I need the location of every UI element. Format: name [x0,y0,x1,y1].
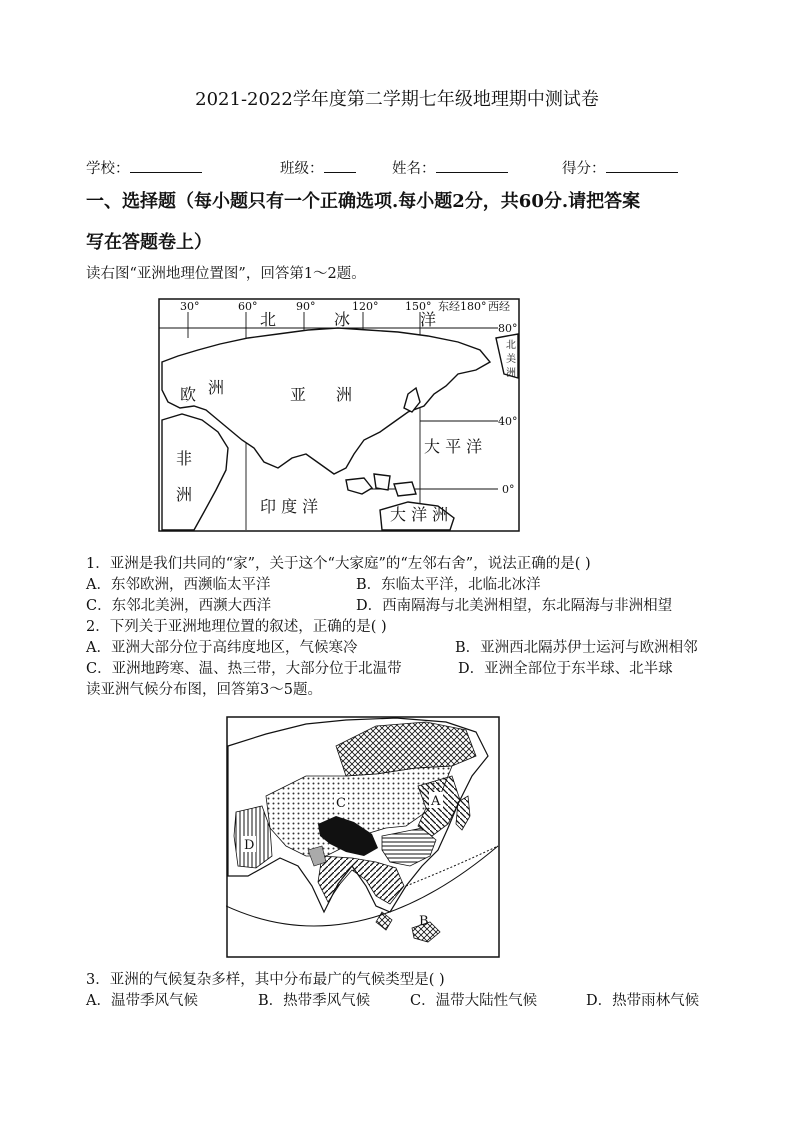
q1-option-d[interactable]: D．西南隔海与北美洲相望，东北隔海与非洲相望 [356,598,673,614]
name-label: 姓名： [392,161,436,177]
label-na-bei: 北 [506,340,516,351]
lat-label-0: 0° [502,483,515,496]
q2-stem: 2．下列关于亚洲地理位置的叙述，正确的是( ) [86,619,387,635]
lat-label-80: 80° [498,322,518,335]
label-asia-ya: 亚 [290,385,307,404]
school-field [86,157,202,178]
label-arctic-bei: 北 [260,310,277,329]
q1-option-b[interactable]: B．东临太平洋，北临北冰洋 [356,577,541,593]
intro-map2: 读亚洲气候分布图，回答第3～5题。 [86,682,322,698]
lon-label-60: 60° [238,300,258,313]
q1-option-c[interactable]: C．东邻北美洲，西濒大西洋 [86,598,272,614]
q3-option-d[interactable]: D．热带雨林气候 [586,993,700,1009]
lon-label-30: 30° [180,300,200,313]
q1-stem: 1．亚洲是我们共同的“家”，关于这个“大家庭”的“左邻右舍”，说法正确的是( ) [86,556,591,572]
intro-map1: 读右图“亚洲地理位置图”，回答第1～2题。 [86,266,366,282]
class-label: 班级： [280,161,324,177]
climate-label-d: D [244,838,255,853]
climate-label-c: C [336,796,346,811]
label-na-mei: 美 [506,354,516,365]
class-blank[interactable] [324,158,356,173]
label-africa-zhou: 洲 [176,485,193,504]
q3-option-a[interactable]: A．温带季风气候 [86,993,198,1009]
label-europe-ou: 欧 [180,385,197,404]
label-arctic-bing: 冰 [334,310,351,329]
climate-label-a: A [431,794,441,809]
school-blank[interactable] [130,158,202,173]
q2-option-c[interactable]: C．亚洲地跨寒、温、热三带，大部分位于北温带 [86,661,402,677]
lon-label-east: 东经 [438,300,460,313]
lat-label-40: 40° [498,415,518,428]
section-heading-line2: 写在答题卷上） [86,232,212,253]
exam-title: 2021-2022学年度第二学期七年级地理期中测试卷 [195,89,599,110]
name-blank[interactable] [436,158,508,173]
q2-option-d[interactable]: D．亚洲全部位于东半球、北半球 [458,661,673,677]
lon-label-west: 西经 [488,300,510,313]
score-label: 得分： [562,161,606,177]
q3-option-b[interactable]: B．热带季风气候 [258,993,371,1009]
lon-label-120: 120° [352,300,379,313]
name-field [392,157,508,178]
asia-location-map [158,298,520,532]
label-asia-zhou: 洲 [336,385,353,404]
lon-label-180: 180° [460,300,487,313]
q3-option-c[interactable]: C．温带大陆性气候 [410,993,538,1009]
score-blank[interactable] [606,158,678,173]
label-pacific: 大 平 洋 [424,437,483,456]
q1-option-a[interactable]: A．东邻欧洲，西濒临太平洋 [86,577,271,593]
class-field [280,157,356,178]
label-africa-fei: 非 [176,449,193,468]
lon-label-150: 150° [405,300,432,313]
school-label: 学校： [86,161,130,177]
label-na-zhou: 洲 [506,368,516,379]
q2-option-a[interactable]: A．亚洲大部分位于高纬度地区，气候寒冷 [86,640,358,656]
label-indian: 印 度 洋 [260,497,319,516]
label-arctic-yang: 洋 [420,310,437,329]
label-europe-zhou: 洲 [208,378,225,397]
asia-climate-map [226,716,500,958]
label-oceania: 大 洋 洲 [390,505,449,524]
lon-label-90: 90° [296,300,316,313]
q3-stem: 3．亚洲的气候复杂多样，其中分布最广的气候类型是( ) [86,972,445,988]
climate-label-b: B [419,914,429,929]
section-heading-line1: 一、选择题（每小题只有一个正确选项.每小题2分，共60分.请把答案 [86,191,641,212]
q2-option-b[interactable]: B．亚洲西北隔苏伊士运河与欧洲相邻 [455,640,698,656]
score-field [562,157,678,178]
